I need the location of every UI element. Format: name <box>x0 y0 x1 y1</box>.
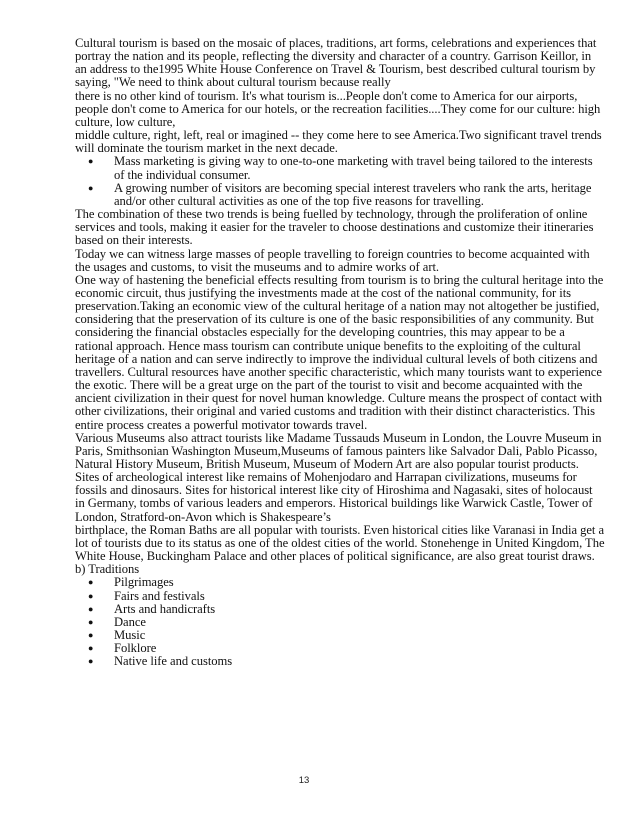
bullet-icon: ● <box>88 643 94 654</box>
list-item-text: Arts and handicrafts <box>114 601 216 616</box>
traditions-heading: b) Traditions <box>75 562 140 577</box>
museums-paragraph: Various Museums also attract tourists like Madame Tussauds Museum in London, the Louvre Museum in Paris, Smithsonian Washington Museum,Museums of famous painters like Salvador Dali, Pablo Picasso, Natural History Museum, British Museum, Museum of Modern Art are also popular tourist products. Sites of archeological interest like remains of Mohenjodaro and Harrapan civilizations, museums for fossils and dinosaurs. Sites for historical interest like city of Hiroshima and Nagasaki, sites of holocaust in Germany, tombs of various leaders and emperors. Historical buildings like Warwick Castle, Tower of London, Stratford-on-Avon which is Shakespeare’s <box>75 430 602 524</box>
list-item-text: Fairs and festivals <box>114 588 205 603</box>
bullet-icon: ● <box>88 603 94 614</box>
list-item <box>75 155 605 181</box>
bullet-icon: ● <box>88 616 94 627</box>
list-item <box>75 182 605 208</box>
bullet-icon: ● <box>88 630 94 641</box>
bullet-icon: ● <box>88 156 94 167</box>
bullet-icon: ● <box>88 577 94 588</box>
list-item <box>75 603 605 616</box>
bullet-icon: ● <box>88 590 94 601</box>
list-item <box>75 655 605 668</box>
list-item-text: Music <box>114 628 146 643</box>
list-item-text: Dance <box>114 614 146 629</box>
bullet-icon: ● <box>88 182 94 193</box>
hastening-paragraph: One way of hastening the beneficial effects resulting from tourism is to bring the cultural heritage into the economic circuit, thus justifying the investments made at the cost of the national community, for its preservation.Taking an economic view of the cultural heritage of a nation may not altogether be justified, considering that the preservation of its culture is one of the basic responsibilities of any community. But considering the financial obstacles especially for the developing countries, this may appear to be a rational approach. Hence mass tourism can contribute unique benefits to the exploiting of the cultural heritage of a nation and can serve indirectly to improve the individual cultural levels of both citizens and travellers. Cultural resources have another specific characteristic, which many tourists want to experience the exotic. There will be a great urge on the part of the tourist to visit and become acquainted with the ancient civilization in their quest for novel human knowledge. Culture means the prospect of contact with other civilizations, their original and varied customs and tradition with their distinct characteristics. This entire process creates a powerful motivator towards travel. <box>75 272 604 432</box>
traditions-list <box>75 576 605 668</box>
list-item <box>75 616 605 629</box>
page-body <box>75 37 605 669</box>
list-item-text: Mass marketing is giving way to one-to-one marketing with travel being tailored to the interests of the individual consumer. <box>114 154 593 182</box>
list-item-text: A growing number of visitors are becoming special interest travelers who rank the arts, heritage and/or other cultural activities as one of the top five reasons for travelling. <box>114 180 592 208</box>
combination-paragraph: The combination of these two trends is being fuelled by technology, through the proliferation of online services and tools, making it easier for the traveler to choose destinations and customize their itineraries based on their interests. <box>75 207 594 248</box>
trend-bullet-list <box>75 155 605 208</box>
birthplace-paragraph: birthplace, the Roman Baths are all popular with tourists. Even historical cities like Varanasi in India get a lot of tourists due to its status as one of the oldest cities of the world. Stonehenge in United Kingdom, The White House, Buckingham Palace and other places of political significance, are also great tourist draws. <box>75 522 605 564</box>
list-item-text: Pilgrimages <box>114 575 174 590</box>
bullet-icon: ● <box>88 656 94 667</box>
list-item-text: Native life and customs <box>114 654 233 669</box>
keillor-quote-line-1: there is no other kind of tourism. It's what tourism is...People don't come to America for our airports, people don't come to America for our hotels, or the recreation facilities....They come for our culture: high culture, low culture, <box>75 88 601 129</box>
keillor-quote-line-2: middle culture, right, left, real or imagined -- they come here to see America.Two significant travel trends will dominate the tourism market in the next decade. <box>75 128 602 156</box>
intro-paragraph: Cultural tourism is based on the mosaic of places, traditions, art forms, celebrations and experiences that portray the nation and its people, reflecting the diversity and character of a country. Garrison Keillor, in an address to the1995 White House Conference on Travel & Tourism, best described cultural tourism by saying, "We need to think about cultural tourism because really <box>75 36 597 90</box>
today-paragraph: Today we can witness large masses of people travelling to foreign countries to become acquainted with the usages and customs, to visit the museums and to admire works of art. <box>75 246 590 274</box>
page-number: 13 <box>298 775 310 786</box>
list-item-text: Folklore <box>114 641 157 656</box>
